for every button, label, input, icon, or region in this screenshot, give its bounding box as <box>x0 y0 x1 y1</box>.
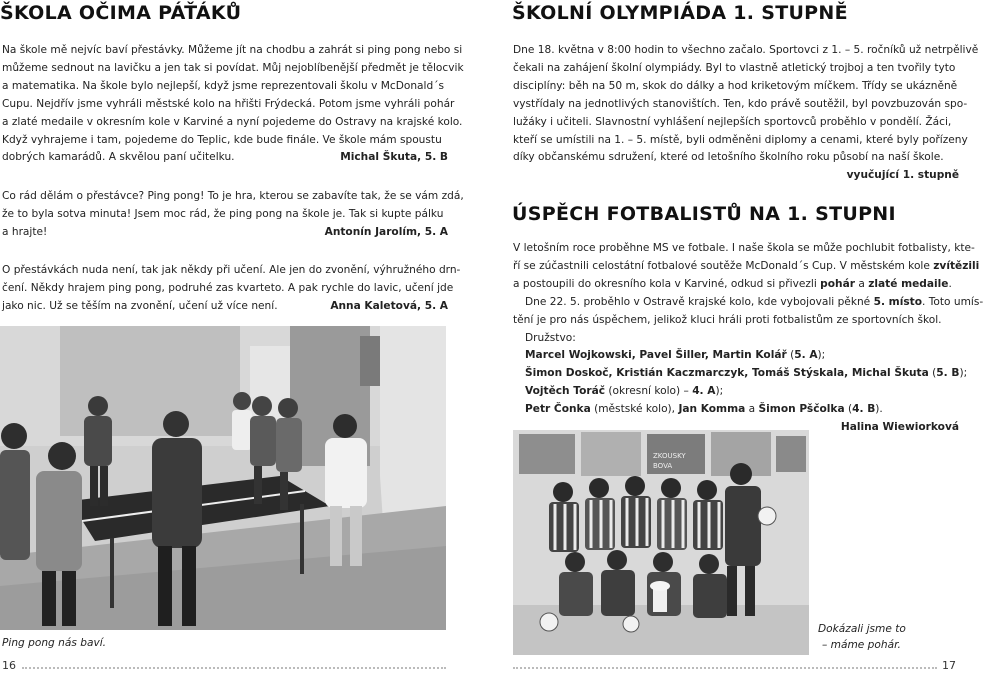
team-member-bold-text: Petr Čonka <box>525 403 591 416</box>
essay-antonin-last-text: a hrajte! <box>2 225 48 238</box>
team-member-bold-text: Jan Komma <box>678 403 746 416</box>
olympiada-line: kteří se umístili na 1. – 5. místě, byli odměněni diplomy a cenami, které byly pořízeny <box>513 133 968 146</box>
signature-michal: Michal Škuta, 5. B <box>340 151 448 164</box>
team-member-bold-text: 4. B <box>852 403 876 416</box>
left-footer-dots <box>22 667 446 669</box>
fotbal-p1-text: a <box>854 277 869 290</box>
essay-anna <box>2 262 461 316</box>
fotbal-p1-text: a postoupili do okresního kola v Karviné, odkud si přivezli <box>513 277 821 290</box>
olympiada-line: čekali na zahájení školní olympiády. Byl to vlastně atletický trojboj a ten tvořily tyto <box>513 61 956 74</box>
fotbal-p2-text: tění je pro nás úspěchem, jelikož kluci hráli proti fotbalistům ze sportovních škol. <box>513 313 942 326</box>
ping-pong-photo-image <box>0 326 446 630</box>
essay-michal-line: Když vyhrajeme i tam, pojedeme do Teplic, kde bude finále. Ve škole mám spoustu <box>2 133 442 146</box>
fotbal-p2-text: . Toto umís- <box>921 295 983 308</box>
team-member-bold-text: 5. A <box>794 349 818 362</box>
team-member-bold-text: Marcel Wojkowski, Pavel Šiller, Martin Kolář <box>525 349 787 362</box>
essay-antonin-last-line <box>2 224 448 242</box>
essay-michal-line: Na škole mě nejvíc baví přestávky. Můžeme jít na chodbu a zahrát si ping pong nebo si <box>2 44 463 56</box>
poster-text-1: ZKOUSKY <box>653 452 686 460</box>
team-member-text: ); <box>959 367 968 380</box>
right-footer-dots <box>513 667 937 669</box>
right-page-number: 17 <box>942 659 956 672</box>
fotbal-p1-text: . <box>948 277 952 290</box>
essay-michal-line: můžeme sednout na lavičku a jen tak si povídat. Můj nejoblíbenější předmět je tělocvik <box>2 61 464 74</box>
essay-michal-line: a zlaté medaile v okresním kole v Karviné a nyní pojedeme do Ostravy na krajské kolo. <box>2 115 463 128</box>
fotbal-p1-line <box>513 258 980 276</box>
olympiada-lines <box>513 42 979 167</box>
essay-michal-line: Cupu. Nejdřív jsme vyhráli městské kolo na hřišti Frýdecká. Potom jsme vyhráli pohár <box>2 97 455 110</box>
fotbal-p1-bold-text: zvítězili <box>933 259 980 272</box>
olympiada-article <box>513 42 979 185</box>
team-member-bold-text: Šimon Doskoč, Kristián Kaczmarczyk, Tomáš Stýskala, Michal Škuta <box>525 367 929 380</box>
olympiada-line: Dne 18. května v 8:00 hodin to všechno začalo. Sportovci z 1. – 5. ročníků už netrpělivě <box>513 44 979 56</box>
essay-michal <box>2 42 464 167</box>
team-member-text: ( <box>844 403 853 416</box>
essay-michal-last-text: dobrých kamarádů. A skvělou paní učitelku. <box>2 151 235 164</box>
team-member-text: (okresní kolo) – <box>605 385 693 398</box>
essay-antonin-line: Co rád dělám o přestávce? Ping pong! To je hra, kterou se zabavíte tak, že se vám zdá, <box>2 190 464 202</box>
right-page-heading-fotbal: ÚSPĚCH FOTBALISTŮ NA 1. STUPNI <box>512 203 896 225</box>
fotbal-paragraph-1 <box>513 240 980 294</box>
fotbal-p1-bold-text: zlaté medaile <box>868 277 949 290</box>
fotbal-p1-text: V letošním roce proběhne MS ve fotbale. I naše škola se může pochlubit fotbalisty, kte- <box>513 242 975 254</box>
olympiada-line: lužáky i učiteli. Slavnostní vyhlášení nejlepších sportovců proběhlo v pondělí. Žáci, <box>513 115 952 128</box>
fotbal-p1-line <box>513 276 959 294</box>
team-member-text: ); <box>715 385 724 398</box>
football-team-photo <box>513 430 809 655</box>
team-member-bold-text: 4. A <box>692 385 716 398</box>
essay-anna-lines <box>2 262 461 298</box>
fotbal-p2-line <box>513 312 959 330</box>
team-member-text: ( <box>928 367 937 380</box>
team-member-bold-text: Vojtěch Toráč <box>525 385 606 398</box>
team-member-line <box>525 383 959 401</box>
right-page-heading-olympiada: ŠKOLNÍ OLYMPIÁDA 1. STUPNĚ <box>512 2 848 24</box>
left-page-number: 16 <box>2 659 16 672</box>
fotbal-p2-text: Dne 22. 5. proběhlo v Ostravě krajské kolo, kde vybojovali pěkné <box>525 295 874 308</box>
fotbal-p1-text: ří se zúčastnili celostátní fotbalové soutěže McDonald´s Cup. V městském kole <box>513 259 934 272</box>
team-member-text: ( <box>786 349 795 362</box>
essay-michal-last-line <box>2 149 448 167</box>
olympiada-line: vystřídaly na jednotlivých stanovištích. Ten, kdo právě soutěžil, byl povzbuzován spo- <box>513 97 968 110</box>
right-photo-caption-2: – máme pohár. <box>822 639 901 651</box>
olympiada-line: díky občanskému sdružení, které od letošního školního roku působí na naší škole. <box>513 151 944 164</box>
team-member-text: a <box>745 403 759 416</box>
poster-text-2: BOVA <box>653 462 673 470</box>
essay-michal-lines <box>2 42 464 149</box>
left-page-heading: ŠKOLA OČIMA PÁŤÁKŮ <box>0 2 242 24</box>
fotbal-article <box>513 240 983 437</box>
essay-anna-last-line <box>2 298 448 316</box>
signature-anna: Anna Kaletová, 5. A <box>330 299 448 312</box>
team-member-text: ). <box>875 403 883 416</box>
olympiada-signature: vyučující 1. stupně <box>846 169 959 182</box>
team-member-text: ); <box>817 349 826 362</box>
fotbal-p1-line <box>513 240 975 258</box>
team-member-bold-text: 5. B <box>936 367 960 380</box>
fotbal-p1-bold-text: pohár <box>820 277 855 290</box>
team-member-line <box>525 401 959 419</box>
fotbal-paragraph-2 <box>513 294 983 330</box>
signature-antonin: Antonín Jarolím, 5. A <box>324 225 448 238</box>
team-member-line <box>525 347 959 365</box>
fotbal-p2-line <box>513 294 983 312</box>
essay-antonin <box>2 188 464 242</box>
team-member-text: (městské kolo), <box>590 403 679 416</box>
olympiada-line: disciplíny: běh na 50 m, skok do dálky a hod kriketovým míčkem. Třídy se ukázněně <box>513 79 958 92</box>
essay-antonin-line: že to byla sotva minuta! Jsem moc rád, že ping pong na škole je. Tak si kupte pálku <box>2 207 444 220</box>
team-member-bold-text: Šimon Pščolka <box>758 403 845 416</box>
left-photo-caption: Ping pong nás baví. <box>2 637 107 649</box>
football-team-photo-image <box>513 430 809 655</box>
fotbal-signature: Halina Wiewiorková <box>840 421 959 434</box>
team-list <box>513 347 968 419</box>
essay-anna-last-text: jako nic. Už se těším na zvonění, učení už více není. <box>2 299 278 312</box>
essay-michal-line: a matematika. Na škole bylo nejlepší, když jsme reprezentovali školu v McDonald´s <box>2 79 445 92</box>
essay-anna-line: čení. Někdy hrajem ping pong, podruhé zas kvarteto. A pak rychle do lavic, učení jde <box>2 281 454 294</box>
right-photo-caption-1: Dokázali jsme to <box>818 623 906 635</box>
essay-anna-line: O přestávkách nuda není, tak jak někdy při učení. Ale jen do zvonění, výhružného drn- <box>2 264 461 276</box>
essay-antonin-lines <box>2 188 464 224</box>
fotbal-p2-bold-text: 5. místo <box>873 295 922 308</box>
druzstvo-label: Družstvo: <box>525 331 576 344</box>
ping-pong-photo <box>0 326 446 630</box>
team-member-line <box>525 365 968 383</box>
